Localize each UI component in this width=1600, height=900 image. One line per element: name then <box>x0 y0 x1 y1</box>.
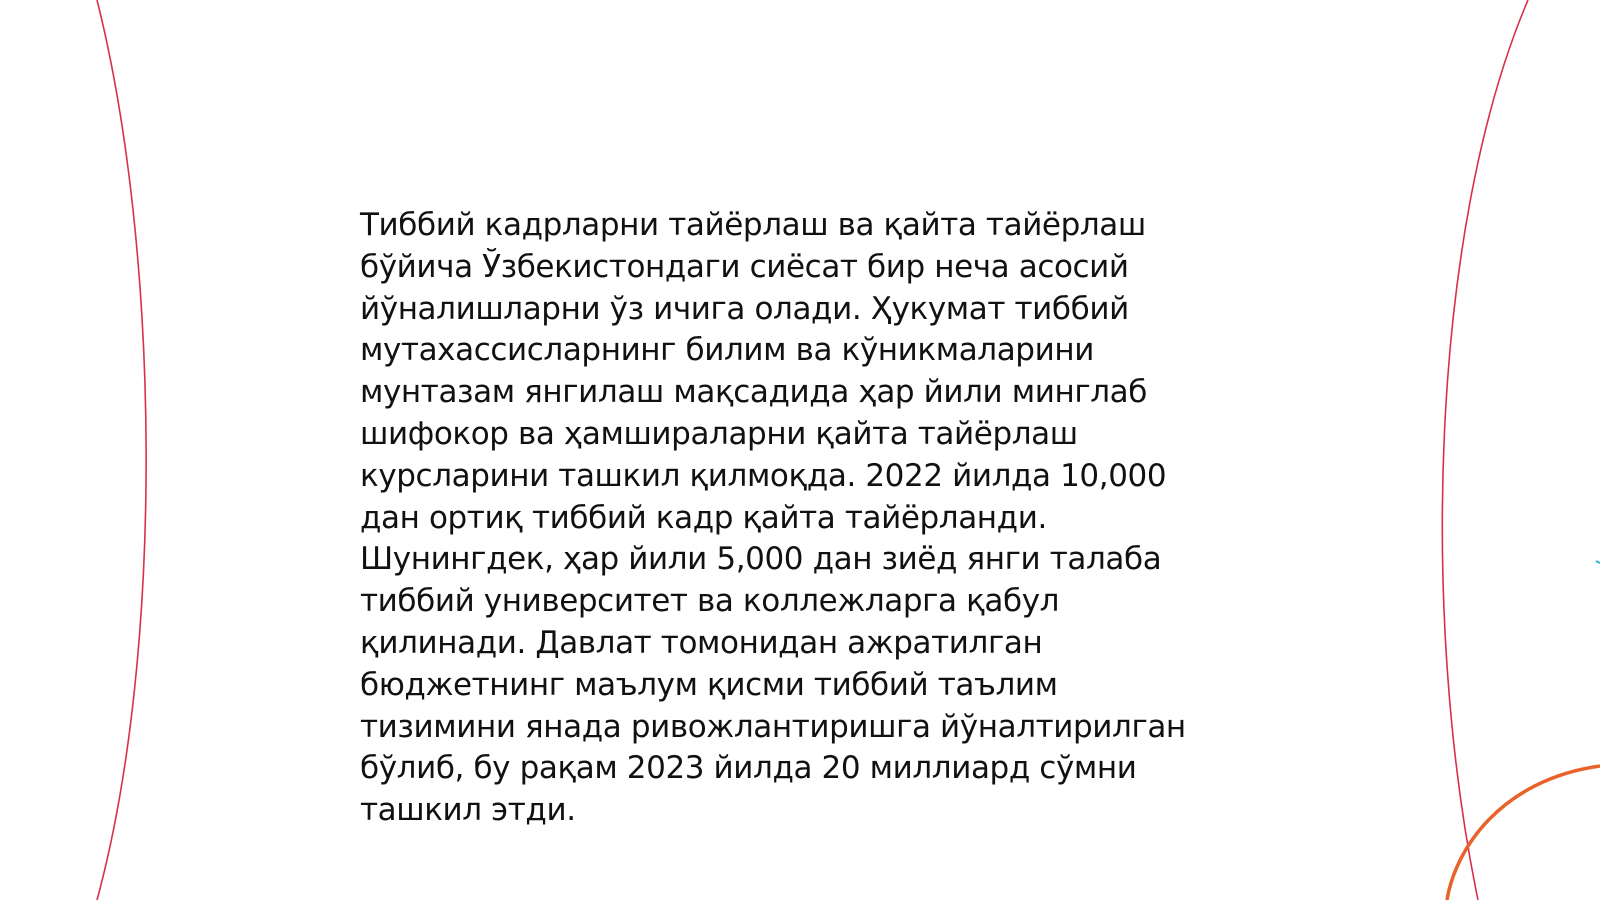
paragraph-line: мунтазам янгилаш мақсадида ҳар йили минглаб <box>360 374 1147 411</box>
paragraph-line: қилинади. Давлат томонидан ажратилган <box>360 624 1043 661</box>
orange-arc <box>1447 766 1600 900</box>
paragraph-line: йўналишларни ўз ичига олади. Ҳукумат тиббий <box>360 290 1129 327</box>
paragraph-line: бўлиб, бу рақам 2023 йилда 20 миллиард сўмни <box>360 750 1137 787</box>
paragraph-line: курсларини ташкил қилмоқда. 2022 йилда 10,000 <box>360 457 1167 494</box>
paragraph-line: шифокор ва ҳамшираларни қайта тайёрлаш <box>360 415 1078 452</box>
paragraph-line: Тиббий кадрларни тайёрлаш ва қайта тайёрлаш <box>360 207 1146 243</box>
paragraph-line: ташкил этди. <box>360 792 576 829</box>
paragraph-line: мутахассисларнинг билим ва кўникмаларини <box>360 332 1094 369</box>
teal-accent-mark <box>1596 561 1600 563</box>
paragraph-line: тизимини янада ривожлантиришга йўналтирилган <box>360 708 1186 745</box>
paragraph-line: дан ортиқ тиббий кадр қайта тайёрланди. <box>360 499 1047 536</box>
paragraph-line: тиббий университет ва коллежларга қабул <box>360 583 1060 620</box>
paragraph-line: бўйича Ўзбекистондаги сиёсат бир неча асосий <box>360 248 1129 285</box>
paragraph-line: Шунингдек, ҳар йили 5,000 дан зиёд янги талаба <box>360 541 1162 578</box>
paragraph-line: бюджетнинг маълум қисми тиббий таълим <box>360 666 1058 703</box>
left-curve-line <box>97 0 146 900</box>
right-curve-line <box>1442 0 1528 900</box>
slide-paragraph <box>360 205 1260 832</box>
